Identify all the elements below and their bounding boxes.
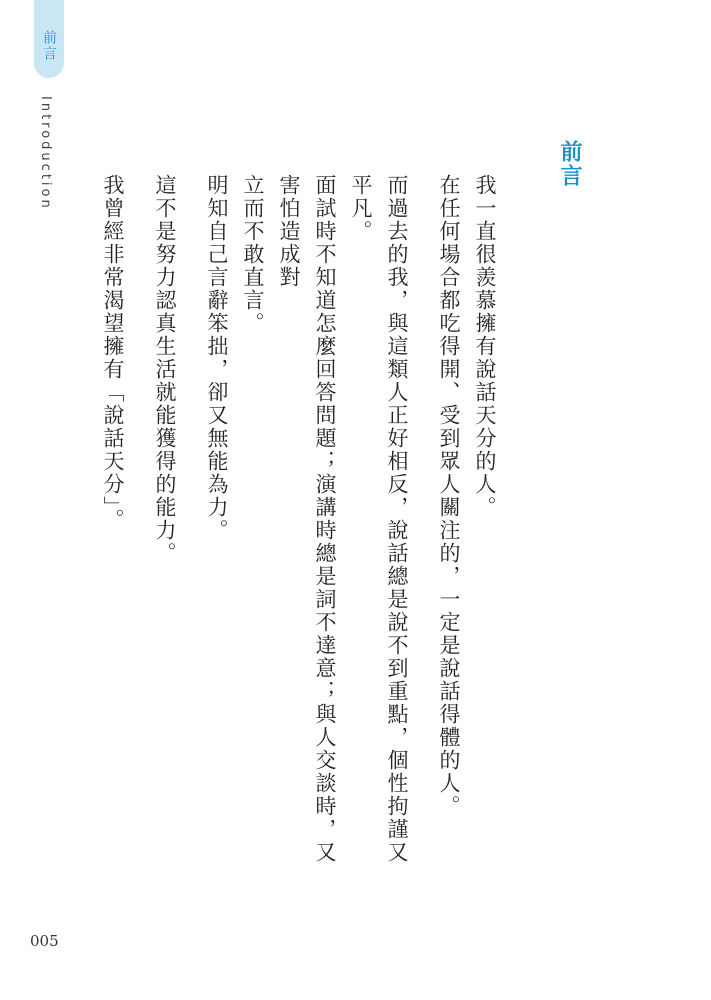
chapter-tab <box>34 0 64 78</box>
paragraph: 這不是努力認真生活就能獲得的能力。 <box>153 174 177 565</box>
paragraph: 面試時不知道怎麼回答問題；演講時總是詞不達意；與人交談時，又害怕造成對 <box>277 174 337 864</box>
paragraph: 在任何場合都吃得開、受到眾人關注的，一定是說話得體的人。 <box>437 174 461 818</box>
page-title: 前言 <box>557 140 582 188</box>
paragraph: 而過去的我，與這類人正好相反，說話總是說不到重點，個性拘謹又平凡。 <box>349 174 409 864</box>
chapter-tab-label: 前言 <box>41 30 57 62</box>
page-number: 005 <box>30 932 59 950</box>
paragraph: 我曾經非常渴望擁有「說話天分」。 <box>101 174 125 532</box>
body-text <box>95 174 503 874</box>
paragraph: 立而不敢直言。 <box>241 174 265 335</box>
chapter-english-label: Introduction <box>38 96 53 211</box>
paragraph: 明知自己言辭笨拙，卻又無能為力。 <box>205 174 229 542</box>
paragraph: 我一直很羨慕擁有說話天分的人。 <box>473 174 497 519</box>
